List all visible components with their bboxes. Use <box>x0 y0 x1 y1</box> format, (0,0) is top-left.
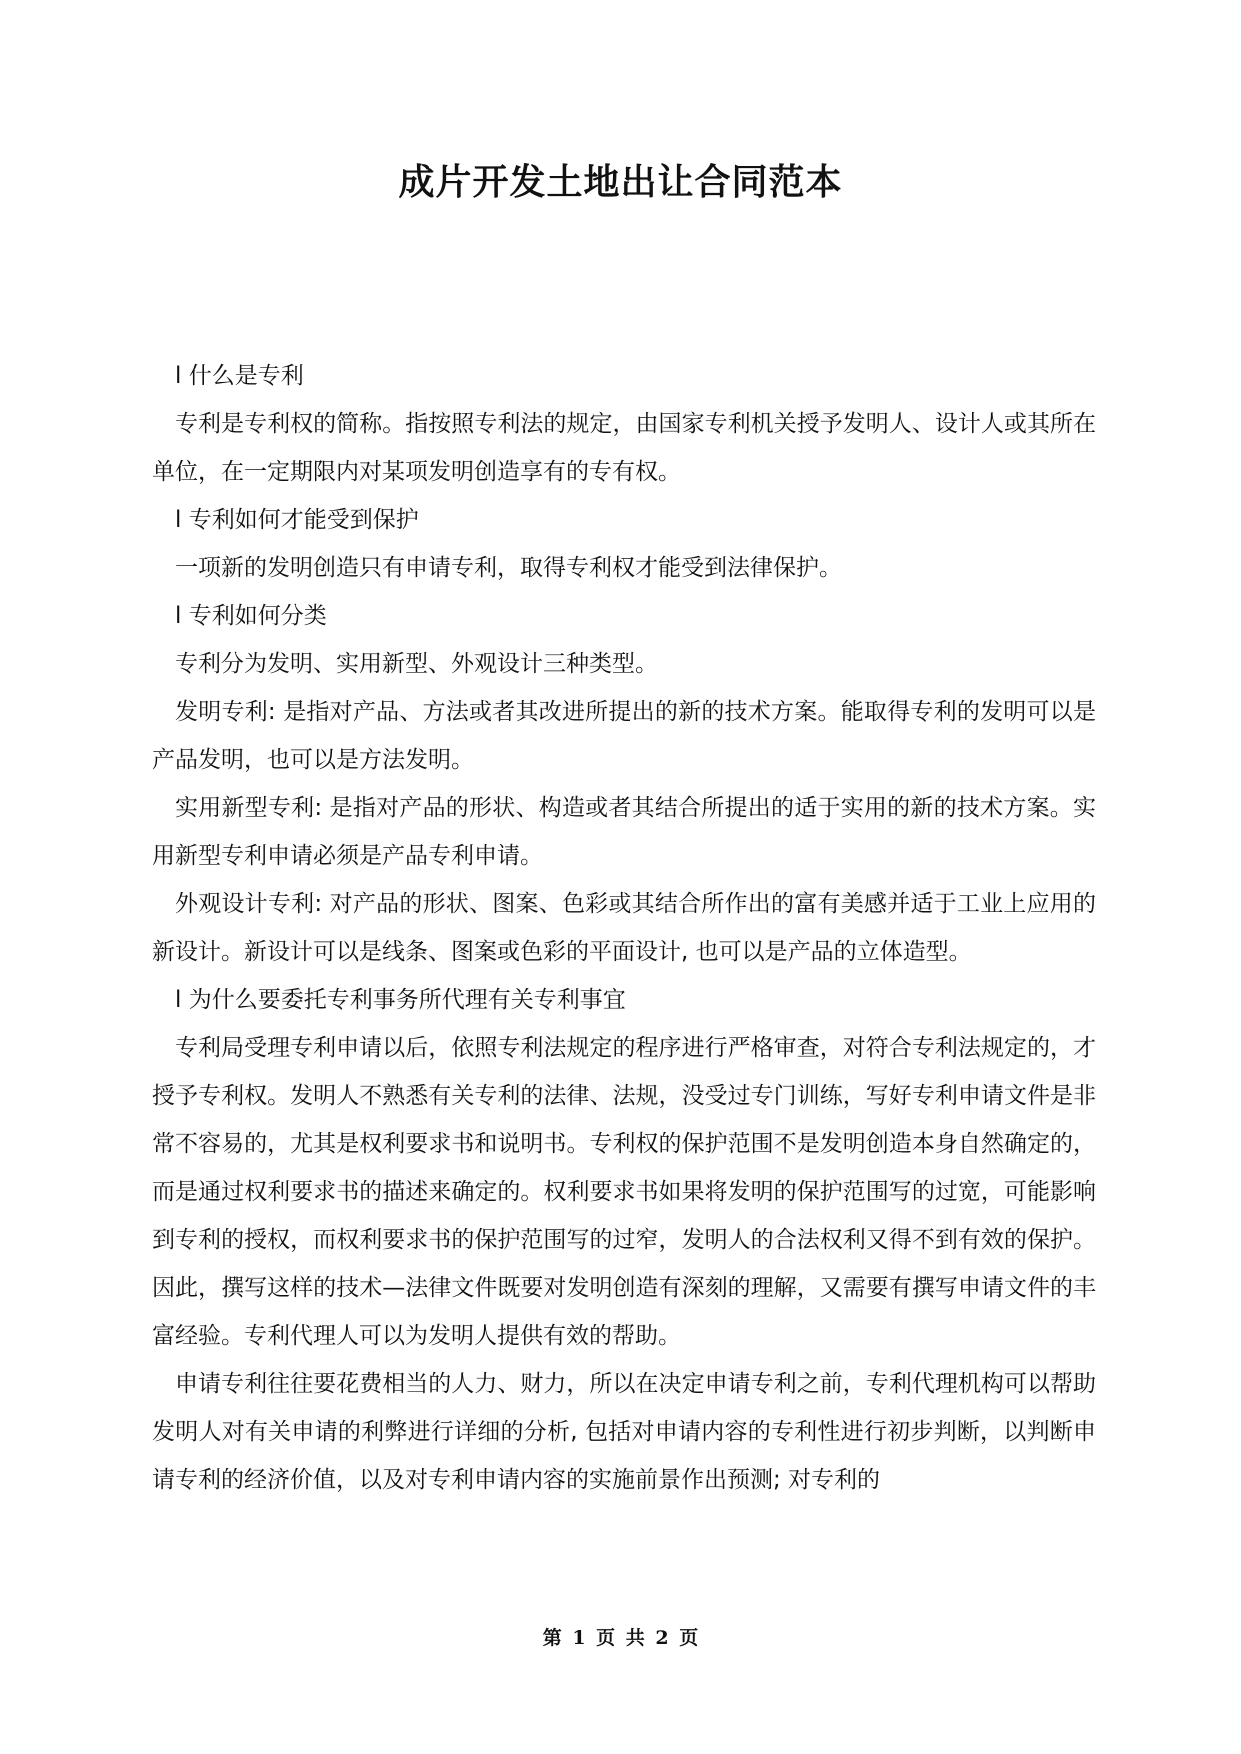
page-footer: 第 1 页 共 2 页 <box>542 1627 699 1649</box>
paragraph-patent-types: 专利分为发明、实用新型、外观设计三种类型。 <box>175 651 658 677</box>
paragraph-patent-protection: 一项新的发明创造只有申请专利，取得专利权才能受到法律保护。 <box>175 555 842 581</box>
paragraph-invention-patent: 发明专利: 是指对产品、方法或者其改进所提出的新的技术方案。能取得专利的发明可以是产品发明，也可以是方法发明。 <box>152 699 1096 773</box>
paragraph-utility-model: 实用新型专利: 是指对产品的形状、构造或者其结合所提出的适于实用的新的技术方案。实用新型专利申请必须是产品专利申请。 <box>152 795 1096 869</box>
document-body <box>152 352 1096 1504</box>
heading-patent-protection: l 专利如何才能受到保护 <box>175 507 419 533</box>
paragraph-agency-reason: 专利局受理专利申请以后，依照专利法规定的程序进行严格审查，对符合专利法规定的，才授予专利权。发明人不熟悉有关专利的法律、法规，没受过专门训练，写好专利申请文件是非常不容易的，尤其是权利要求书和说明书。专利权的保护范围不是发明创造本身自然确定的，而是通过权利要求书的描述来确定的。权利要求书如果将发明的保护范围写的过宽，可能影响到专利的授权，而权利要求书的保护范围写的过窄，发明人的合法权利又得不到有效的保护。因此，撰写这样的技术—法律文件既要对发明创造有深刻的理解，又需要有撰写申请文件的丰富经验。专利代理人可以为发明人提供有效的帮助。 <box>152 1035 1096 1349</box>
heading-what-is-patent: l 什么是专利 <box>175 363 304 389</box>
paragraph-patent-definition: 专利是专利权的简称。指按照专利法的规定，由国家专利机关授予发明人、设计人或其所在单位，在一定期限内对某项发明创造享有的专有权。 <box>152 411 1096 485</box>
paragraph-design-patent: 外观设计专利: 对产品的形状、图案、色彩或其结合所作出的富有美感并适于工业上应用的新设计。新设计可以是线条、图案或色彩的平面设计, 也可以是产品的立体造型。 <box>152 891 1096 965</box>
paragraph-application-cost: 申请专利往往要花费相当的人力、财力，所以在决定申请专利之前，专利代理机构可以帮助发明人对有关申请的利弊进行详细的分析, 包括对申请内容的专利性进行初步判断，以判断申请专利的经济价值，以及对专利申请内容的实施前景作出预测; 对专利的 <box>152 1371 1096 1493</box>
page-title: 成片开发土地出让合同范本 <box>398 162 843 203</box>
heading-why-agency: l 为什么要委托专利事务所代理有关专利事宜 <box>175 987 626 1013</box>
heading-patent-types: l 专利如何分类 <box>175 603 327 629</box>
